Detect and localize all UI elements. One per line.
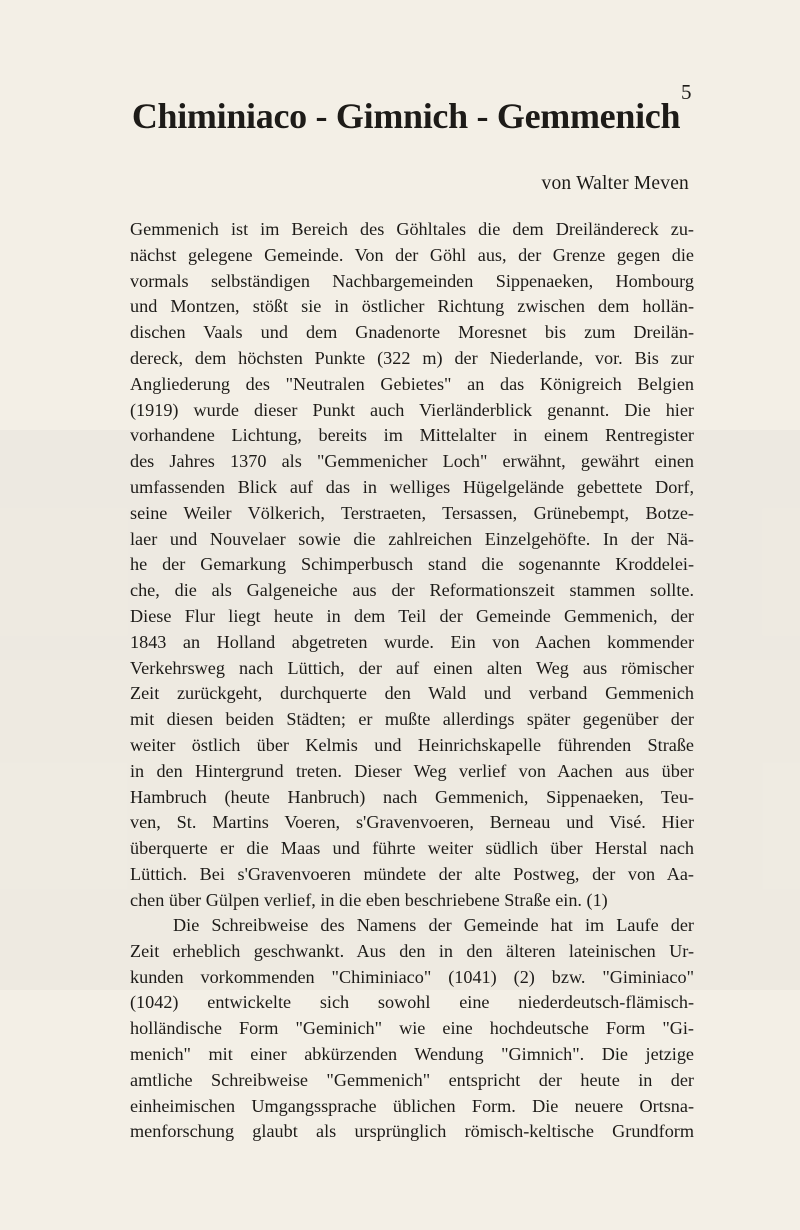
text-line: (1042) entwickelte sich sowohl eine niederdeutsch-flämisch- [130,992,694,1013]
text-line: Diese Flur liegt heute in dem Teil der Gemeinde Gemmenich, der [130,605,694,626]
text-line: Zeit erheblich geschwankt. Aus den in den älteren lateinischen Ur- [130,940,694,961]
article-title: Chiminiaco - Gimnich - Gemmenich [131,96,681,136]
text-line: in den Hintergrund treten. Dieser Weg verlief von Aachen aus über [130,760,694,781]
text-line: überquerte er die Maas und führte weiter südlich über Herstal nach [130,838,694,859]
text-line: einheimischen Umgangssprache üblichen Form. Die neuere Ortsna- [130,1095,694,1116]
text-line: dischen Vaals und dem Gnadenorte Moresnet bis zum Dreilän- [130,322,694,343]
text-line: Gemmenich ist im Bereich des Göhltales die dem Dreiländereck zu- [130,219,694,239]
page-number: 5 [681,80,692,104]
text-line: 1843 an Holland abgetreten wurde. Ein von Aachen kommender [130,631,694,652]
text-line: Die Schreibweise des Namens der Gemeinde hat im Laufe der [173,915,694,935]
text-line: mit diesen beiden Städten; er mußte allerdings später gegenüber der [130,709,694,730]
text-line: Verkehrsweg nach Lüttich, der auf einen alten Weg aus römischer [130,657,694,678]
text-line: he der Gemarkung Schimperbusch stand die sogenannte Kroddelei- [130,554,694,575]
text-line: ven, St. Martins Voeren, s'Gravenvoeren, Berneau und Visé. Hier [130,812,694,833]
author-byline: von Walter Meven [541,173,689,194]
text-line: Hambruch (heute Hanbruch) nach Gemmenich, Sippenaeken, Teu- [130,786,694,807]
text-line: Angliederung des "Neutralen Gebietes" an das Königreich Belgien [130,373,694,394]
text-line: menforschung glaubt als ursprünglich römisch-keltische Grundform [130,1121,694,1142]
paragraph-1 [130,217,694,914]
text-line: vormals selbständigen Nachbargemeinden Sippenaeken, Hombourg [130,270,694,291]
text-line: (1919) wurde dieser Punkt auch Vierländerblick genannt. Die hier [130,399,694,420]
text-line: menich" mit einer abkürzenden Wendung "Gimnich". Die jetzige [130,1043,694,1064]
text-line: vorhandene Lichtung, bereits im Mittelalter in einem Rentregister [130,425,694,446]
text-line: und Montzen, stößt sie in östlicher Richtung zwischen dem hollän- [130,296,694,317]
text-line: des Jahres 1370 als "Gemmenicher Loch" erwähnt, gewährt einen [130,451,694,472]
text-line: amtliche Schreibweise "Gemmenich" entspricht der heute in der [130,1069,694,1090]
text-line: dereck, dem höchsten Punkte (322 m) der Niederlande, vor. Bis zur [130,347,694,368]
text-line: che, die als Galgeneiche aus der Reformationszeit stammen sollte. [130,580,694,601]
paragraph-2 [130,913,694,1145]
text-line: laer und Nouvelaer sowie die zahlreichen Einzelgehöfte. In der Nä- [130,528,694,549]
text-line: Lüttich. Bei s'Gravenvoeren mündete der alte Postweg, der von Aa- [130,863,694,884]
text-line: umfassenden Blick auf das in welliges Hügelgelände gebettete Dorf, [130,476,694,497]
text-line: seine Weiler Völkerich, Terstraeten, Tersassen, Grünebempt, Botze- [130,502,694,523]
text-line: Zeit zurückgeht, durchquerte den Wald und verband Gemmenich [130,683,694,704]
text-line: holländische Form "Geminich" wie eine hochdeutsche Form "Gi- [130,1018,694,1039]
text-line: nächst gelegene Gemeinde. Von der Göhl aus, der Grenze gegen die [130,244,694,265]
text-line: kunden vorkommenden "Chiminiaco" (1041) (2) bzw. "Giminiaco" [130,966,694,987]
text-line: weiter östlich über Kelmis und Heinrichskapelle führenden Straße [130,734,694,755]
text-line: chen über Gülpen verlief, in die eben beschriebene Straße ein. (1) [130,889,608,910]
